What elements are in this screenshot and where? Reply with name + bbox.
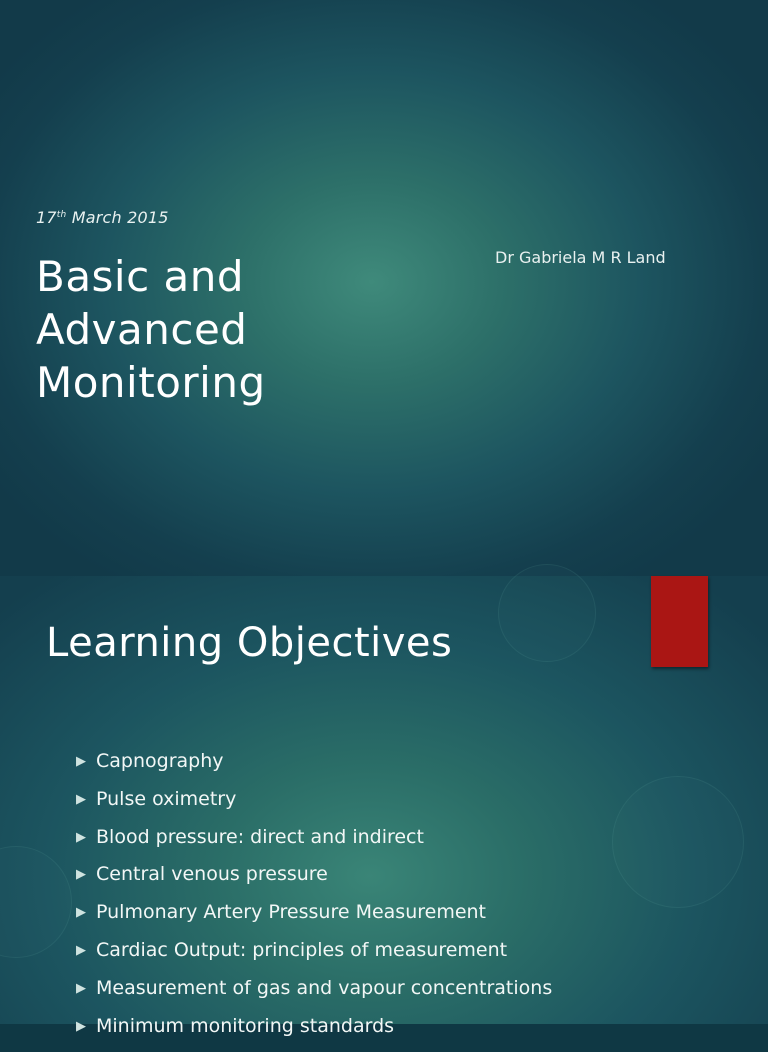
author-name: Dr Gabriela M R Land (495, 248, 666, 267)
triangle-bullet-icon: ▶ (76, 905, 86, 921)
list-item-text: Blood pressure: direct and indirect (96, 825, 424, 848)
list-item (76, 939, 552, 977)
list-item (76, 750, 552, 788)
date-day: 17 (36, 208, 57, 227)
title-line-3: Monitoring (36, 358, 266, 407)
list-item-text: Central venous pressure (96, 863, 328, 886)
list-item-text: Capnography (96, 750, 224, 772)
list-item-text: Minimum monitoring standards (96, 1014, 395, 1037)
learning-objectives-slide (0, 576, 768, 1037)
triangle-bullet-icon: ▶ (76, 1018, 86, 1034)
slide-title: Learning Objectives (46, 620, 453, 666)
list-item (76, 977, 552, 1015)
list-item-text: Cardiac Output: principles of measurement (96, 938, 508, 961)
list-item-text: Measurement of gas and vapour concentrations (96, 976, 553, 999)
presentation-date (36, 208, 169, 227)
list-item (76, 826, 552, 864)
decorative-circle (0, 846, 72, 958)
triangle-bullet-icon: ▶ (76, 754, 86, 769)
list-item-text: Pulse oximetry (96, 787, 237, 810)
objectives-list (76, 750, 552, 1052)
list-item-text: Pulmonary Artery Pressure Measurement (96, 901, 487, 924)
list-item (76, 788, 552, 826)
date-ordinal-suffix: th (56, 210, 67, 220)
triangle-bullet-icon: ▶ (76, 867, 86, 883)
presentation-title (36, 250, 396, 409)
decorative-circle (498, 564, 596, 662)
red-accent-block (651, 576, 708, 667)
triangle-bullet-icon: ▶ (76, 829, 86, 845)
decorative-circle (612, 776, 744, 908)
triangle-bullet-icon: ▶ (76, 791, 86, 807)
triangle-bullet-icon: ▶ (76, 942, 86, 958)
list-item (76, 901, 552, 939)
date-month-year: March 2015 (66, 208, 169, 227)
triangle-bullet-icon: ▶ (76, 980, 86, 996)
list-item (76, 863, 552, 901)
title-line-2: Advanced (36, 305, 248, 354)
title-line-1: Basic and (36, 252, 245, 301)
list-item (76, 1015, 552, 1052)
